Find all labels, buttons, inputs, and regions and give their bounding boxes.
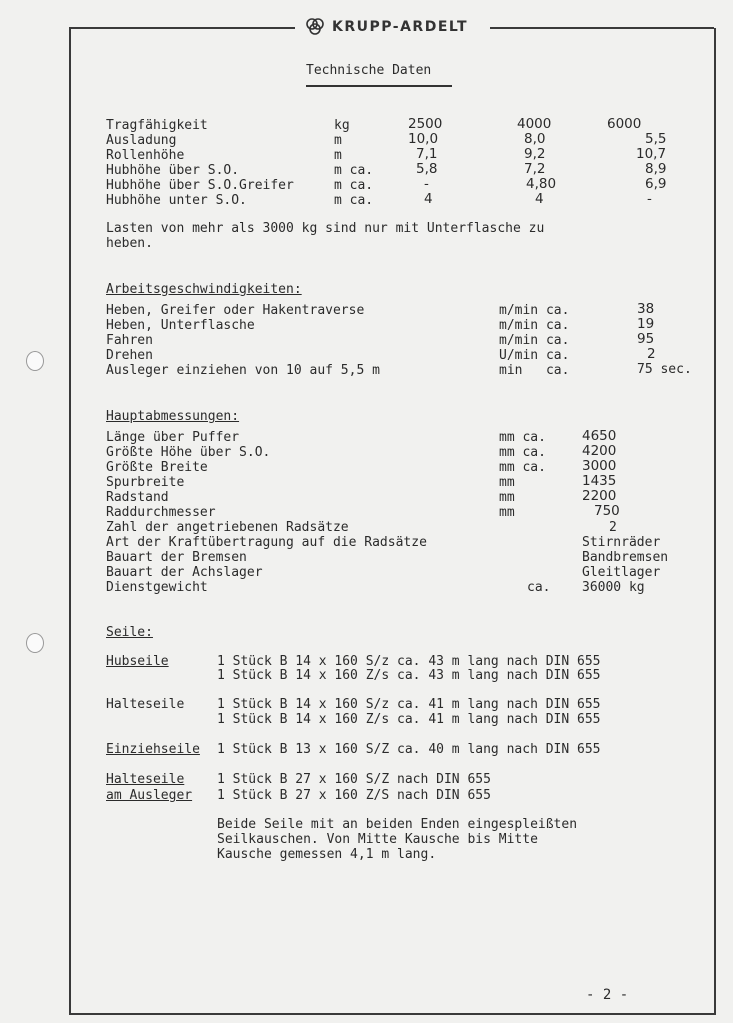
spec-unit: m ca. xyxy=(334,163,374,178)
halteseile-label: Halteseile xyxy=(106,697,185,712)
speed-label: Fahren xyxy=(106,333,153,348)
dimension-label: Dienstgewicht xyxy=(106,580,208,595)
speed-value: 95 xyxy=(637,331,655,347)
halteseile-line2: 1 Stück B 14 x 160 Z/s ca. 41 m lang nach DIN 655 xyxy=(217,712,601,727)
dimension-value: 2 xyxy=(609,520,617,535)
dimension-label: Größte Höhe über S.O. xyxy=(106,445,271,460)
spec-value-col2: 4,80 xyxy=(526,176,557,192)
dimension-value: 2200 xyxy=(582,488,617,504)
brand-header xyxy=(296,14,476,40)
dimension-unit: mm xyxy=(499,475,515,490)
dimension-value: Gleitlager xyxy=(582,565,661,580)
spec-label: Hubhöhe über S.O. xyxy=(106,163,240,178)
spec-value-col2: 8,0 xyxy=(524,131,546,147)
dimension-label: Bauart der Achslager xyxy=(106,565,263,580)
ausleger-line2: 1 Stück B 27 x 160 Z/S nach DIN 655 xyxy=(217,788,491,803)
spec-label: Ausladung xyxy=(106,133,177,148)
halteseile-line1: 1 Stück B 14 x 160 S/z ca. 41 m lang nach DIN 655 xyxy=(217,697,601,712)
dimension-unit: mm xyxy=(499,490,515,505)
dimension-label: Zahl der angetriebenen Radsätze xyxy=(106,520,349,535)
dimension-unit: mm ca. xyxy=(499,430,546,445)
ropes-note-line2: Seilkauschen. Von Mitte Kausche bis Mitte xyxy=(217,832,538,847)
spec-value-col2: 9,2 xyxy=(524,146,546,162)
spec-value-col3: 6000 xyxy=(607,116,642,132)
krupp-rings-logo xyxy=(304,17,326,37)
spec-value-col1: 4 xyxy=(424,191,433,207)
dimension-value: Bandbremsen xyxy=(582,550,669,565)
speed-label: Heben, Unterflasche xyxy=(106,318,255,333)
spec-unit: m ca. xyxy=(334,178,374,193)
punch-hole-upper xyxy=(26,351,44,371)
speed-label: Ausleger einziehen von 10 auf 5,5 m xyxy=(106,363,380,378)
spec-value-col3: 8,9 xyxy=(645,161,667,177)
spec-value-col3: - xyxy=(647,191,652,207)
speed-unit: m/min ca. xyxy=(499,303,570,318)
ausleger-label-line1: Halteseile xyxy=(106,772,185,787)
spec-unit: m xyxy=(334,133,342,148)
speed-value: 2 xyxy=(647,346,656,362)
dimension-unit: mm ca. xyxy=(499,460,546,475)
spec-label: Tragfähigkeit xyxy=(106,118,208,133)
dimension-label: Länge über Puffer xyxy=(106,430,240,445)
ropes-note-line3: Kausche gemessen 4,1 m lang. xyxy=(217,847,437,862)
ropes-heading: Seile: xyxy=(106,625,153,640)
load-note-line1: Lasten von mehr als 3000 kg sind nur mit Unterflasche zu xyxy=(106,221,545,236)
hubseile-line1: 1 Stück B 14 x 160 S/z ca. 43 m lang nach DIN 655 xyxy=(217,654,601,669)
spec-value-col3: 10,7 xyxy=(636,146,667,162)
speed-value: 75 sec. xyxy=(637,362,692,377)
speed-value: 38 xyxy=(637,301,655,317)
dimension-value: 4200 xyxy=(582,443,617,459)
speed-value: 19 xyxy=(637,316,655,332)
spec-unit: m ca. xyxy=(334,193,374,208)
dimension-value: Stirnräder xyxy=(582,535,661,550)
dimension-value: 1435 xyxy=(582,473,617,489)
spec-value-col1: - xyxy=(424,176,429,192)
dimensions-heading: Hauptabmessungen: xyxy=(106,409,240,424)
hubseile-line2: 1 Stück B 14 x 160 Z/s ca. 43 m lang nach DIN 655 xyxy=(217,668,601,683)
punch-hole-lower xyxy=(26,633,44,653)
dimension-label: Radstand xyxy=(106,490,169,505)
load-note-line2: heben. xyxy=(106,236,153,251)
title-underline xyxy=(306,85,452,87)
dimension-label: Spurbreite xyxy=(106,475,185,490)
frame-top-right xyxy=(490,27,714,29)
ropes-note-line1: Beide Seile mit an beiden Enden eingespleißten xyxy=(217,817,578,832)
dimension-unit: mm xyxy=(499,505,515,520)
ausleger-label-line2: am Ausleger xyxy=(106,788,193,803)
spec-value-col1: 2500 xyxy=(408,116,443,132)
dimension-value: 3000 xyxy=(582,458,617,474)
dimension-label: Größte Breite xyxy=(106,460,208,475)
spec-value-col2: 4000 xyxy=(517,116,552,132)
ausleger-line1: 1 Stück B 27 x 160 S/Z nach DIN 655 xyxy=(217,772,491,787)
spec-value-col3: 5,5 xyxy=(645,131,667,147)
spec-value-col3: 6,9 xyxy=(645,176,667,192)
speed-unit: m/min ca. xyxy=(499,333,570,348)
page-number: - 2 - xyxy=(586,987,629,1003)
einziehseile-label: Einziehseile xyxy=(106,742,200,757)
speed-unit: min ca. xyxy=(499,363,570,378)
speeds-heading: Arbeitsgeschwindigkeiten: xyxy=(106,282,302,297)
brand-name: KRUPP-ARDELT xyxy=(332,19,469,35)
spec-value-col2: 7,2 xyxy=(524,161,546,177)
einziehseile-line1: 1 Stück B 13 x 160 S/Z ca. 40 m lang nach DIN 655 xyxy=(217,742,601,757)
spec-value-col1: 10,0 xyxy=(408,131,439,147)
speed-unit: U/min ca. xyxy=(499,348,570,363)
spec-label: Rollenhöhe xyxy=(106,148,185,163)
spec-value-col1: 5,8 xyxy=(416,161,438,177)
dimension-label: Raddurchmesser xyxy=(106,505,216,520)
frame-top-left xyxy=(69,27,295,29)
speed-label: Drehen xyxy=(106,348,153,363)
dimension-label: Bauart der Bremsen xyxy=(106,550,247,565)
speed-label: Heben, Greifer oder Hakentraverse xyxy=(106,303,365,318)
dimension-unit: mm ca. xyxy=(499,445,546,460)
speed-unit: m/min ca. xyxy=(499,318,570,333)
page-title: Technische Daten xyxy=(306,63,432,78)
spec-unit: kg xyxy=(334,118,350,133)
spec-label: Hubhöhe über S.O.Greifer xyxy=(106,178,294,193)
spec-unit: m xyxy=(334,148,342,163)
dimension-value: 750 xyxy=(594,503,620,519)
dimension-value: 36000 kg xyxy=(582,580,645,595)
spec-value-col2: 4 xyxy=(535,191,544,207)
dimension-unit: ca. xyxy=(527,580,551,595)
dimension-label: Art der Kraftübertragung auf die Radsätze xyxy=(106,535,427,550)
hubseile-label: Hubseile xyxy=(106,654,169,669)
dimension-value: 4650 xyxy=(582,428,617,444)
spec-value-col1: 7,1 xyxy=(416,146,438,162)
spec-label: Hubhöhe unter S.O. xyxy=(106,193,247,208)
